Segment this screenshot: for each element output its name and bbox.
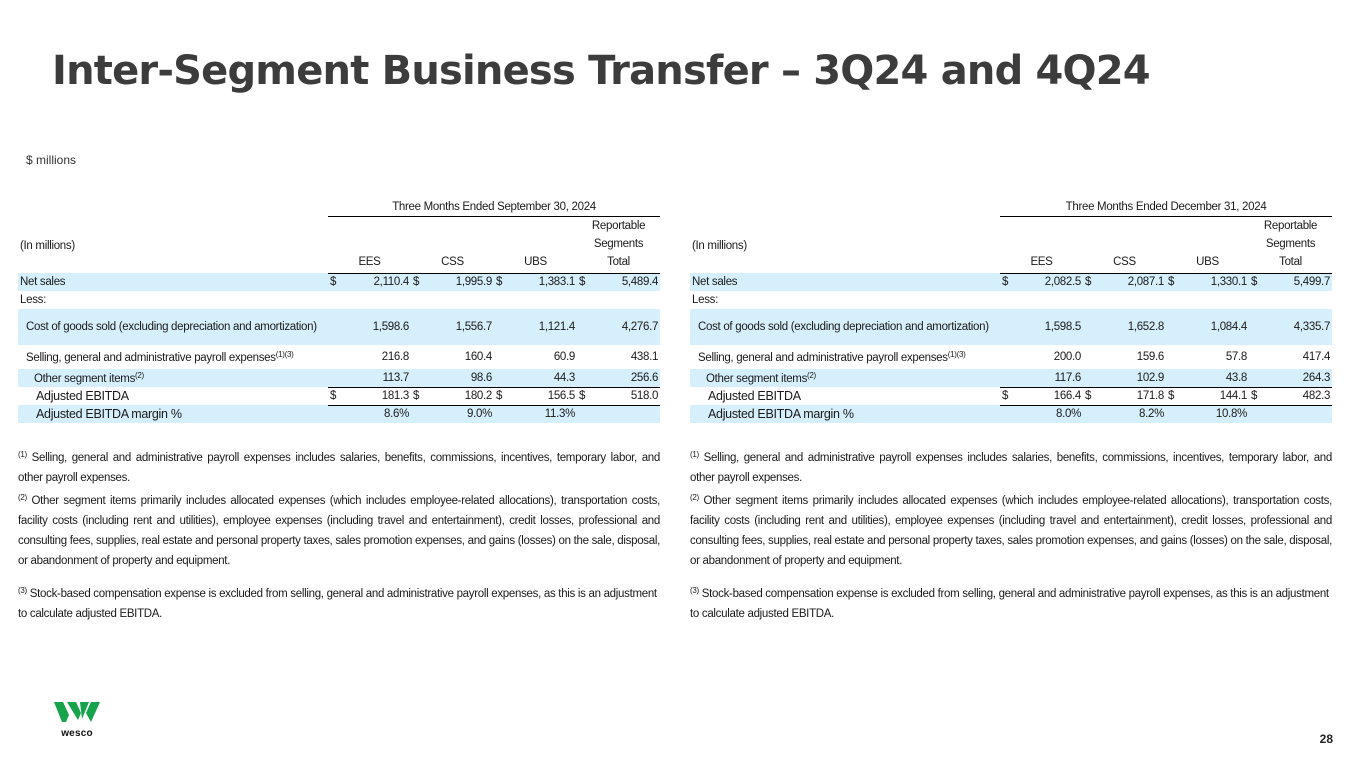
footnote-2: $^{(2)}$ Other segment items primarily includes allocated expenses (which includes employee-related allocations), transportation costs, facility costs (including rent and utilities), employee expenses (including travel and entertainment), credit losses, professional and consulting fees, supplies, real estate and personal property taxes, sales promotion expenses, and gains (losses) on the sale, disposal, or abandonment of property and equipment. <box>690 493 1332 567</box>
col-css: CSS <box>411 216 494 273</box>
row-sga: Selling, general and administrative payroll expenses$^{(1)(3)}$ 216.8 160.4 60.9 438.1 <box>26 350 659 364</box>
q3-footnotes <box>18 445 660 624</box>
col-ees: EES <box>1000 216 1083 273</box>
units-note: $ millions <box>26 153 77 167</box>
q4-panel <box>690 198 1332 624</box>
row-cogs: Cost of goods sold (excluding depreciation and amortization) 1,598.6 1,556.7 1,121.4 4,276.7 <box>18 309 660 345</box>
row-ebitda-margin: Adjusted EBITDA margin % 8.6% 9.0% 11.3% <box>18 405 660 423</box>
col-ees: EES <box>328 216 411 273</box>
wesco-logo <box>54 702 100 739</box>
row-other: Other segment items$^{(2)}$ 113.7 98.6 44.3 256.6 <box>18 369 660 387</box>
col-css: CSS <box>1083 216 1166 273</box>
column-label: (In millions) <box>692 239 747 252</box>
page-number: 28 <box>1319 732 1333 746</box>
footnote-3: $^{(3)}$ Stock-based compensation expense is excluded from selling, general and administrative payroll expenses, as this is an adjustment to calculate adjusted EBITDA. <box>690 586 1329 620</box>
row-less: Less: <box>20 294 46 306</box>
col-ubs: UBS <box>1166 216 1249 273</box>
wesco-w-mark-icon <box>54 702 100 722</box>
row-cogs: Cost of goods sold (excluding depreciation and amortization) 1,598.5 1,652.8 1,084.4 4,335.7 <box>690 309 1332 345</box>
page-title: Inter-Segment Business Transfer – 3Q24 and 4Q24 <box>52 48 1150 94</box>
row-net-sales: Net sales $ 2,110.4 $ 1,995.9 $ 1,383.1 $ 5,489.4 <box>18 273 660 291</box>
row-less: Less: <box>692 294 718 306</box>
row-adjusted-ebitda: Adjusted EBITDA $ 166.4 $ 171.8 $ 144.1 $ 482.3 <box>708 389 1331 403</box>
footnote-1: $^{(1)}$ Selling, general and administrative payroll expenses includes salaries, benefits, commissions, incentives, temporary labor, and other payroll expenses. <box>690 450 1332 484</box>
row-sga: Selling, general and administrative payroll expenses$^{(1)(3)}$ 200.0 159.6 57.8 417.4 <box>698 350 1331 364</box>
footnote-2: $^{(2)}$ Other segment items primarily includes allocated expenses (which includes employee-related allocations), transportation costs, facility costs (including rent and utilities), employee expenses (including travel and entertainment), credit losses, professional and consulting fees, supplies, real estate and personal property taxes, sales promotion expenses, and gains (losses) on the sale, disposal, or abandonment of property and equipment. <box>18 493 660 567</box>
q4-footnotes <box>690 445 1332 624</box>
footnote-3: $^{(3)}$ Stock-based compensation expense is excluded from selling, general and administrative payroll expenses, as this is an adjustment to calculate adjusted EBITDA. <box>18 586 657 620</box>
q3-panel <box>18 198 660 624</box>
q4-segment-table <box>690 198 1332 423</box>
logo-wordmark: wesco <box>61 728 93 739</box>
q3-segment-table <box>18 198 660 423</box>
row-net-sales: Net sales $ 2,082.5 $ 2,087.1 $ 1,330.1 $ 5,499.7 <box>690 273 1332 291</box>
column-label: (In millions) <box>20 239 75 252</box>
col-ubs: UBS <box>494 216 577 273</box>
row-other: Other segment items$^{(2)}$ 117.6 102.9 43.8 264.3 <box>690 369 1332 387</box>
row-adjusted-ebitda: Adjusted EBITDA $ 181.3 $ 180.2 $ 156.5 $ 518.0 <box>36 389 659 403</box>
col-total: Reportable Segments Total <box>1249 216 1332 273</box>
row-ebitda-margin: Adjusted EBITDA margin % 8.0% 8.2% 10.8% <box>690 405 1332 423</box>
period-header: Three Months Ended December 31, 2024 <box>1000 198 1332 216</box>
period-header: Three Months Ended September 30, 2024 <box>328 198 660 216</box>
col-total: Reportable Segments Total <box>577 216 660 273</box>
footnote-1: $^{(1)}$ Selling, general and administrative payroll expenses includes salaries, benefits, commissions, incentives, temporary labor, and other payroll expenses. <box>18 450 660 484</box>
